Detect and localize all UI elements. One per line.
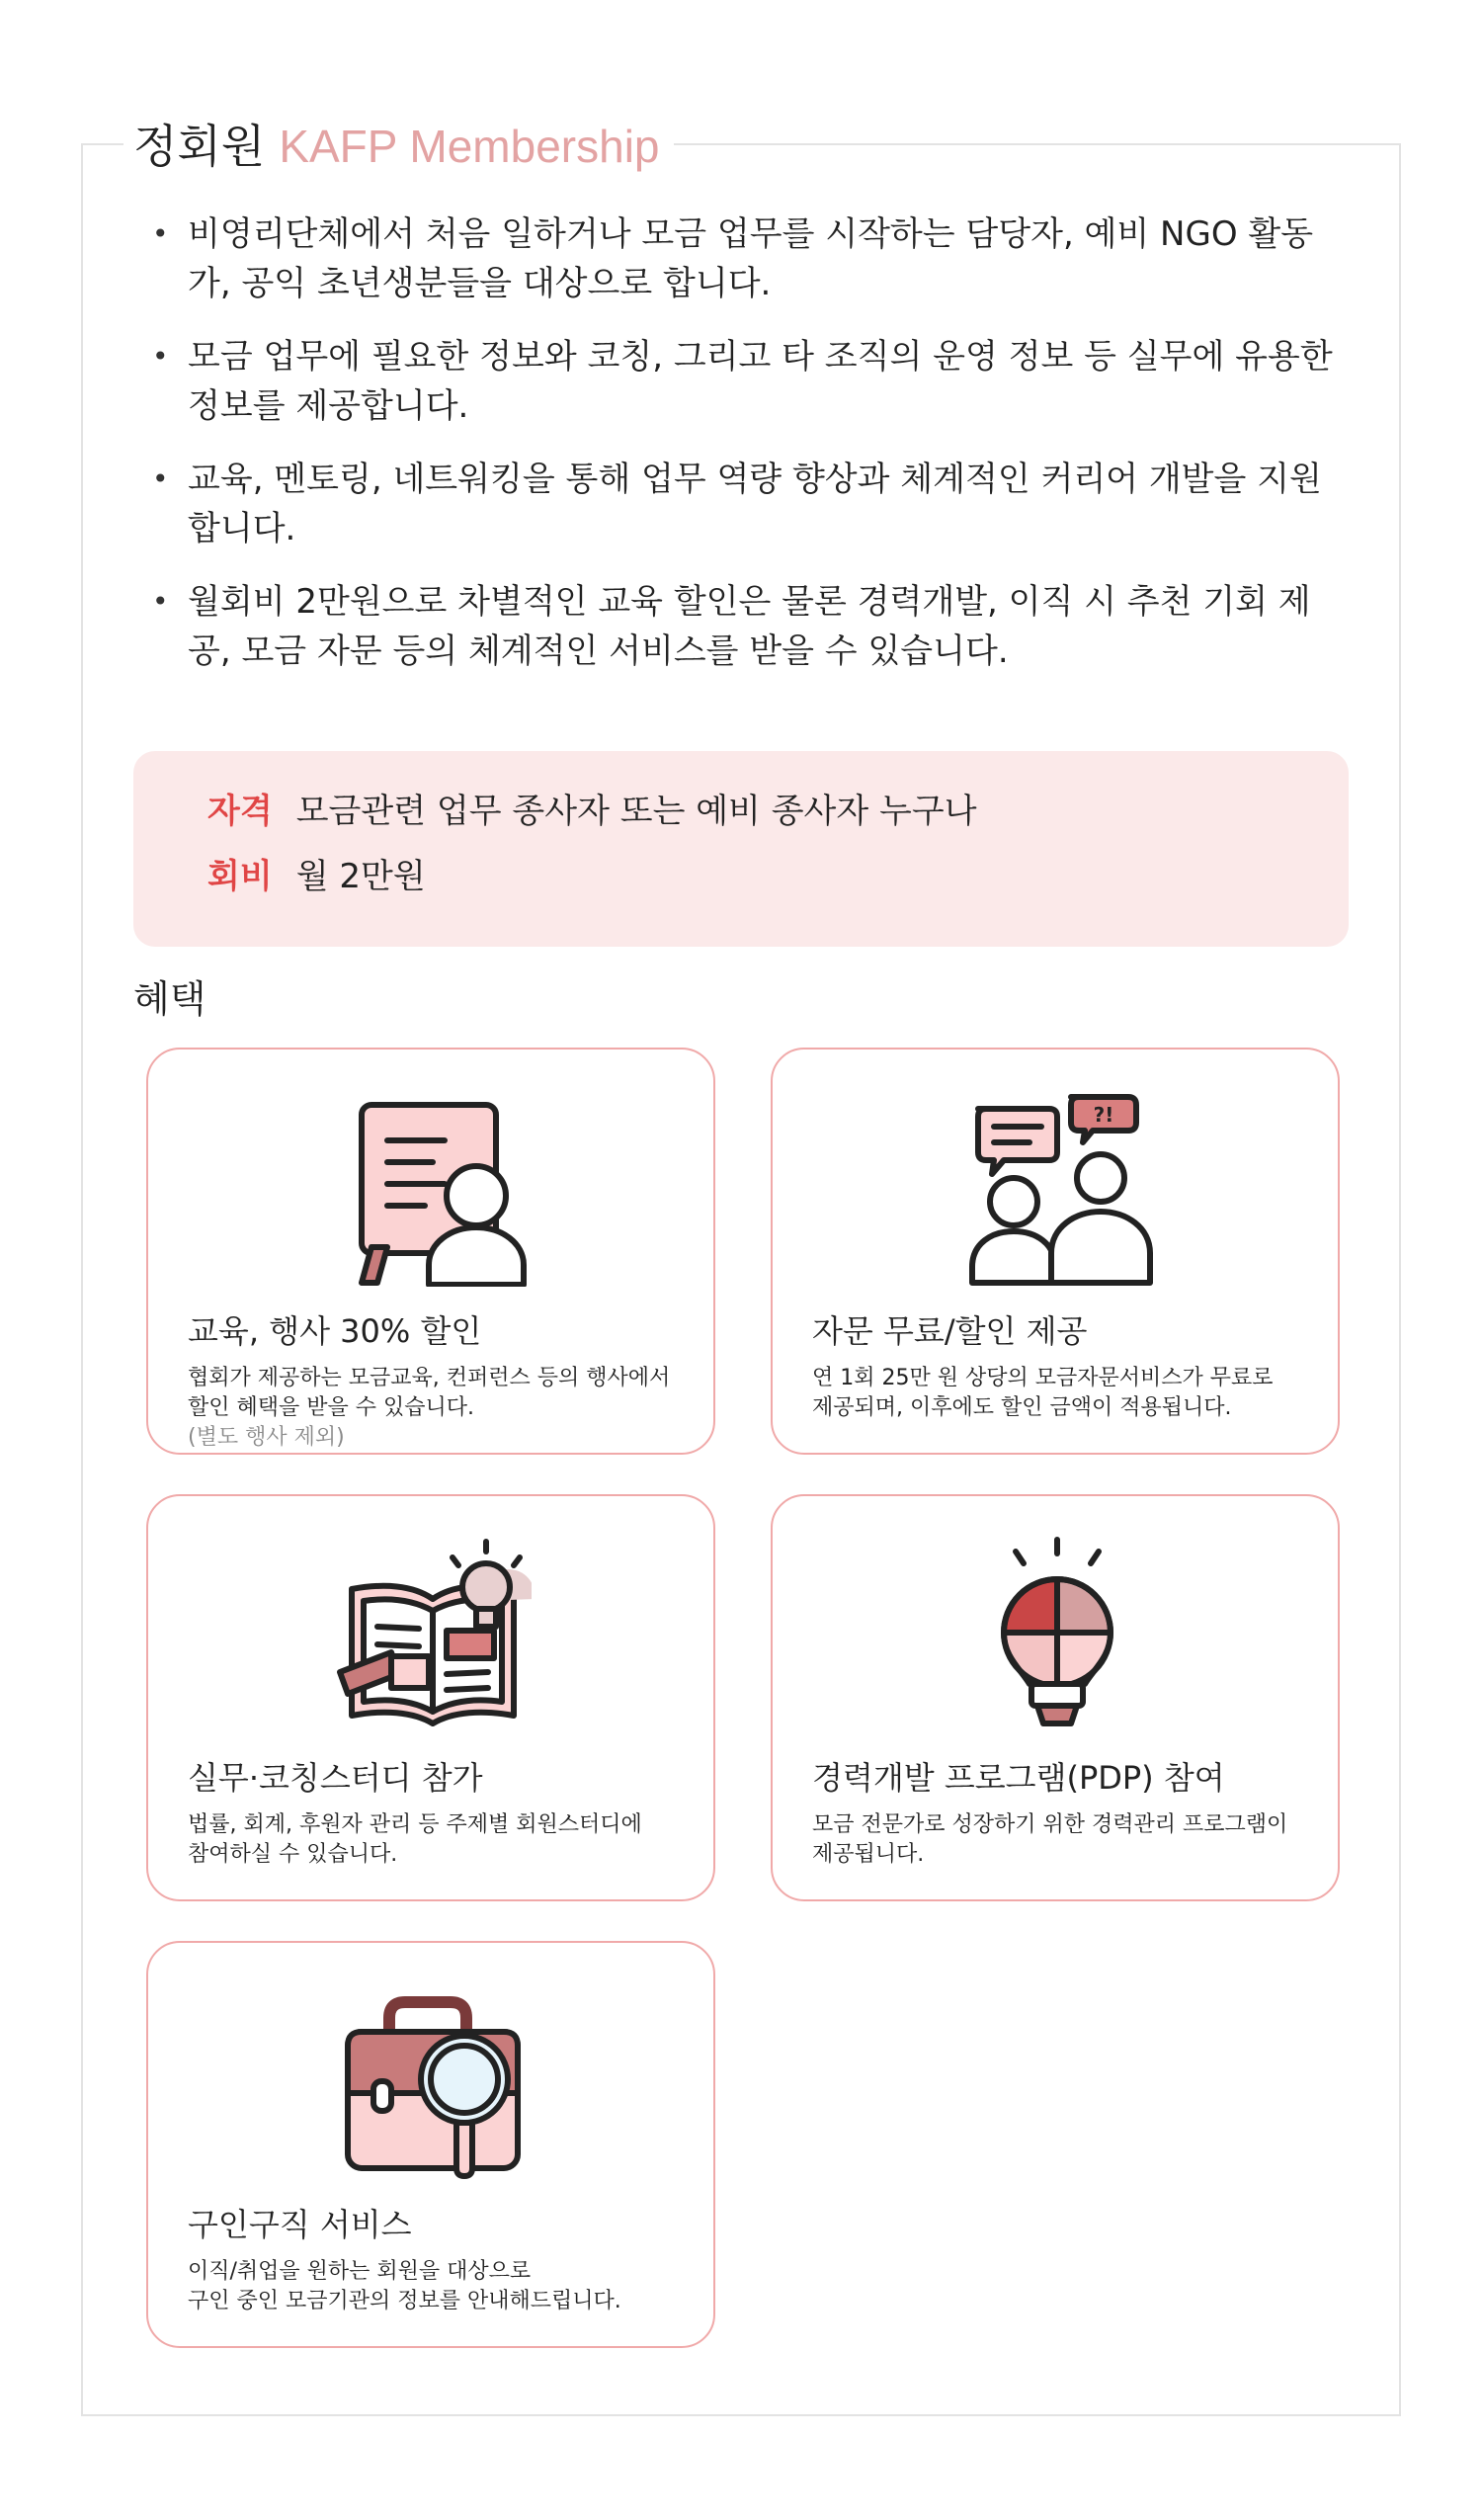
- benefit-description-line: 할인 혜택을 받을 수 있습니다.: [188, 1395, 474, 1420]
- bubble-text: ?!: [1093, 1103, 1114, 1127]
- benefit-card-study: [146, 1494, 715, 1901]
- benefit-description-line: 모금 전문가로 성장하기 위한 경력관리 프로그램이: [812, 1812, 1288, 1837]
- benefit-title: 경력개발 프로그램(PDP) 참여: [812, 1759, 1225, 1797]
- benefit-description-line: 제공됩니다.: [812, 1842, 925, 1867]
- benefit-description: [188, 1810, 642, 1870]
- benefit-title: 구인구직 서비스: [188, 2206, 412, 2243]
- puzzle-bulb-icon: [958, 1536, 1156, 1733]
- title-english: KAFP Membership: [279, 121, 660, 172]
- intro-item: • 월회비 2만원으로 차별적인 교육 할인은 물론 경력개발, 이직 시 추천 기회 제공, 모금 자문 등의 체계적인 서비스를 받을 수 있습니다.: [148, 577, 1354, 676]
- benefit-description-line: 구인 중인 모금기관의 정보를 안내해드립니다.: [188, 2289, 621, 2313]
- benefits-heading: 혜택: [133, 977, 206, 1021]
- benefit-description: [188, 2257, 621, 2316]
- eligibility-row: [207, 787, 977, 836]
- benefit-description: [188, 1364, 670, 1423]
- benefit-title: 교육, 행사 30% 할인: [188, 1312, 482, 1350]
- benefit-description-line: 연 1회 25만 원 상당의 모금자문서비스가 무료로: [812, 1366, 1274, 1390]
- benefit-card-education-discount: [146, 1048, 715, 1455]
- benefit-description-line: 참여하실 수 있습니다.: [188, 1842, 398, 1867]
- benefit-card-consulting: [771, 1048, 1340, 1455]
- benefit-card-job-service: [146, 1941, 715, 2348]
- intro-item: • 비영리단체에서 처음 일하거나 모금 업무를 시작하는 담당자, 예비 NGO 활동가, 공익 초년생분들을 대상으로 합니다.: [148, 210, 1354, 308]
- page-title: [124, 117, 674, 176]
- fee-label: 회비: [207, 857, 273, 896]
- benefit-note: (별도 행사 제외): [188, 1425, 345, 1450]
- benefit-card-career-program: [771, 1494, 1340, 1901]
- teaching-icon: [334, 1089, 532, 1287]
- study-book-icon: [334, 1536, 532, 1733]
- intro-item: • 모금 업무에 필요한 정보와 코칭, 그리고 타 조직의 운영 정보 등 실무에 유용한 정보를 제공합니다.: [148, 332, 1354, 431]
- benefit-description-line: 법률, 회계, 후원자 관리 등 주제별 회원스터디에: [188, 1812, 642, 1837]
- eligibility-label: 자격: [207, 792, 273, 831]
- benefit-description: [812, 1364, 1274, 1423]
- briefcase-search-icon: [334, 1982, 532, 2180]
- title-korean: 정회원: [133, 120, 266, 173]
- benefit-description-line: 제공되며, 이후에도 할인 금액이 적용됩니다.: [812, 1395, 1232, 1420]
- benefit-description-line: 이직/취업을 원하는 회원을 대상으로: [188, 2259, 532, 2284]
- benefit-title: 자문 무료/할인 제공: [812, 1312, 1088, 1350]
- benefit-title: 실무·코칭스터디 참가: [188, 1759, 483, 1797]
- intro-item: • 교육, 멘토링, 네트워킹을 통해 업무 역량 향상과 체계적인 커리어 개발을 지원합니다.: [148, 455, 1354, 553]
- consulting-icon: [958, 1089, 1156, 1287]
- benefit-description-line: 협회가 제공하는 모금교육, 컨퍼런스 등의 행사에서: [188, 1366, 671, 1390]
- eligibility-value: 모금관련 업무 종사자 또는 예비 종사자 누구나: [295, 792, 977, 831]
- benefit-description: [812, 1810, 1287, 1870]
- fee-row: [207, 852, 426, 901]
- fee-value: 월 2만원: [295, 857, 426, 896]
- intro-list: [148, 210, 1354, 700]
- qualification-box: [133, 751, 1349, 947]
